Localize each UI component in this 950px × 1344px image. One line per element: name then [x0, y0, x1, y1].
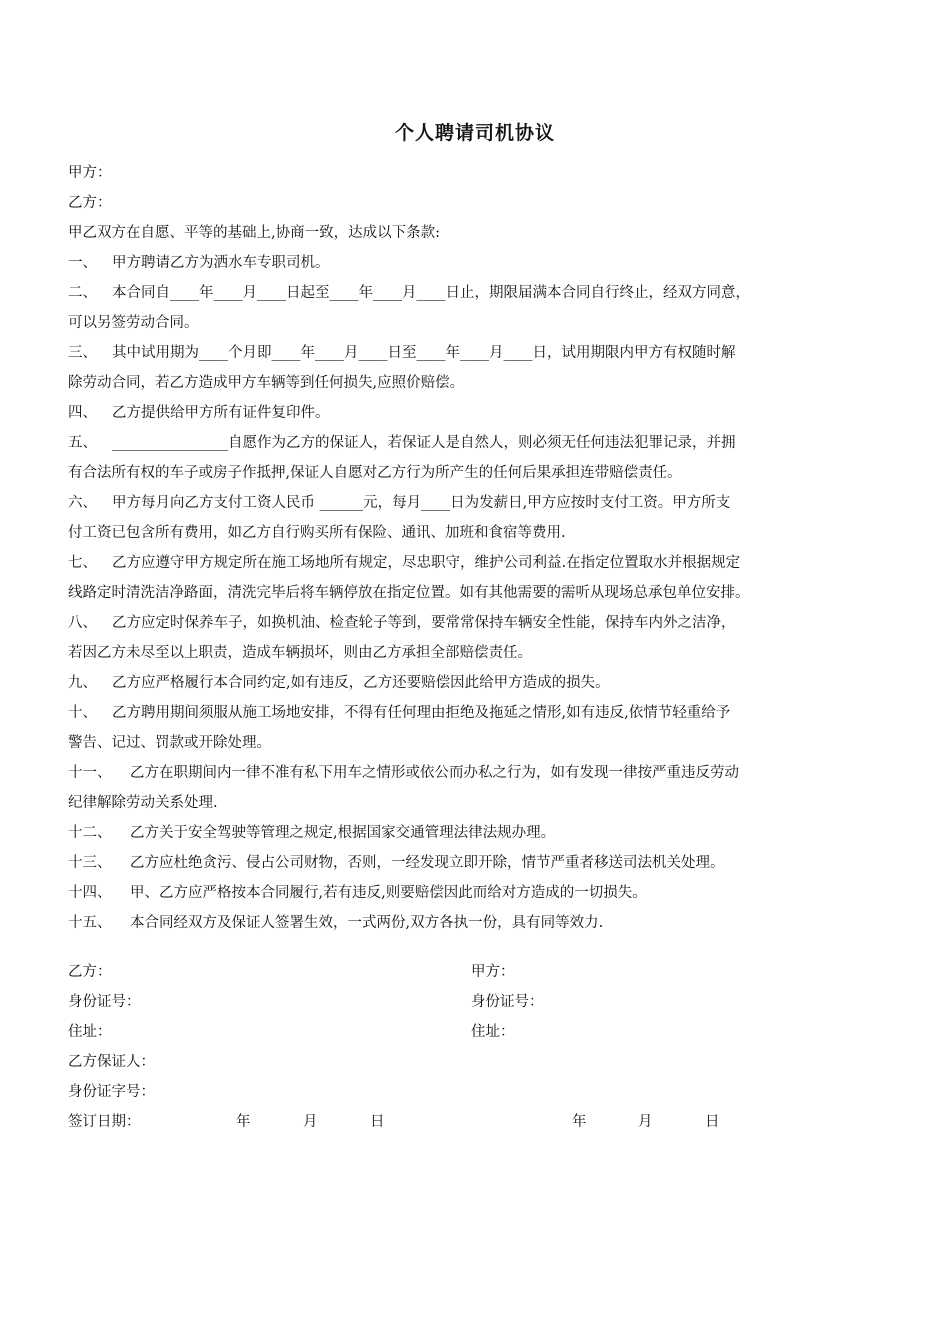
- clause-number: 二、: [68, 285, 97, 301]
- clause-text: 纪律解除劳动关系处理.: [68, 795, 218, 811]
- clause-text: 乙方应定时保养车子，如换机油、检查轮子等到，要常常保持车辆安全性能，保持车内外之洁净，: [112, 615, 736, 631]
- date-year-left: 年: [236, 1114, 251, 1130]
- party-a-address-label: 住址：: [471, 1024, 515, 1040]
- signing-date-label: 签订日期：: [68, 1114, 141, 1130]
- party-a-id-label: 身份证号：: [471, 994, 544, 1010]
- guarantor-row: [68, 1047, 883, 1077]
- clause-continuation-line: [68, 578, 883, 608]
- clause-text: 付工资已包含所有费用，如乙方自行购买所有保险、通讯、加班和食宿等费用.: [68, 525, 566, 541]
- clause-line: [68, 488, 883, 518]
- signature-id-row: [68, 987, 883, 1017]
- clause-line: [68, 878, 883, 908]
- clause-number: 十五、: [68, 915, 112, 931]
- clause-number: 一、: [68, 255, 97, 271]
- clause-line: [68, 608, 883, 638]
- guarantor-id-label: 身份证字号：: [68, 1084, 155, 1100]
- clause-line: [68, 428, 883, 458]
- clause-line: [68, 278, 883, 308]
- clause-text: 本合同经双方及保证人签署生效，一式两份,双方各执一份，具有同等效力.: [130, 915, 604, 931]
- clause-line: [68, 818, 883, 848]
- clause-number: 五、: [68, 435, 97, 451]
- clause-number: 三、: [68, 345, 97, 361]
- document-title: 个人聘请司机协议: [394, 122, 555, 144]
- guarantor-id-row: [68, 1077, 883, 1107]
- clause-line: [68, 548, 883, 578]
- clause-continuation-line: [68, 728, 883, 758]
- party-b-address-label: 住址：: [68, 1024, 112, 1040]
- clause-text: 乙方在职期间内一律不准有私下用车之情形或依公而办私之行为，如有发现一律按严重违反劳动: [130, 765, 739, 781]
- clause-text: 可以另签劳动合同。: [68, 315, 199, 331]
- date-day-left: 日: [370, 1114, 385, 1130]
- clause-text: 乙方聘用期间须服从施工场地安排，不得有任何理由拒绝及拖延之情形,如有违反,依情节轻重给予: [112, 705, 731, 721]
- signature-block: [68, 957, 883, 1137]
- clause-continuation-line: [68, 368, 883, 398]
- clause-continuation-line: [68, 788, 883, 818]
- party-b-id-label: 身份证号：: [68, 994, 141, 1010]
- date-year-right: 年: [572, 1114, 587, 1130]
- clause-number: 十三、: [68, 855, 112, 871]
- clause-text: 乙方提供给甲方所有证件复印件。: [112, 405, 330, 421]
- clause-text: 乙方关于安全驾驶等管理之规定,根据国家交通管理法律法规办理。: [130, 825, 556, 841]
- clause-text: 乙方应严格履行本合同约定,如有违反，乙方还要赔偿因此给甲方造成的损失。: [112, 675, 610, 691]
- clause-text: 甲方每月向乙方支付工资人民币 ______元，每月____日为发薪日,甲方应按时支付工资。甲方所支: [112, 495, 731, 511]
- clause-text: ________________自愿作为乙方的保证人，若保证人是自然人，则必须无任何违法犯罪记录，并拥: [112, 435, 736, 451]
- clause-number: 八、: [68, 615, 97, 631]
- clause-line: [68, 908, 883, 938]
- clause-text: 甲方聘请乙方为洒水车专职司机。: [112, 255, 330, 271]
- clause-line: [68, 398, 883, 428]
- clause-text: 乙方应遵守甲方规定所在施工场地所有规定，尽忠职守，维护公司利益.在指定位置取水并根据规定: [112, 555, 741, 571]
- clause-text: 本合同自____年____月____日起至____年____月____日止，期限届满本合同自行终止，经双方同意，: [112, 285, 750, 301]
- clause-continuation-line: [68, 308, 883, 338]
- clause-continuation-line: [68, 518, 883, 548]
- clause-line: [68, 248, 883, 278]
- clause-continuation-line: [68, 458, 883, 488]
- clause-text: 有合法所有权的车子或房子作抵押,保证人自愿对乙方行为所产生的任何后果承担连带赔偿责任。: [68, 465, 682, 481]
- clause-line: [68, 848, 883, 878]
- clause-line: [68, 668, 883, 698]
- clause-number: 十、: [68, 705, 97, 721]
- clause-continuation-line: [68, 638, 883, 668]
- date-day-right: 日: [705, 1114, 720, 1130]
- clause-number: 十四、: [68, 885, 112, 901]
- sign-party-a-label: 甲方：: [471, 964, 515, 980]
- clause-number: 四、: [68, 405, 97, 421]
- date-month-left: 月: [303, 1114, 318, 1130]
- date-month-right: 月: [638, 1114, 653, 1130]
- clause-text: 线路定时清洗洁净路面，清洗完毕后将车辆停放在指定位置。如有其他需要的需听从现场总承包单位安排。: [68, 585, 750, 601]
- clause-line: [68, 338, 883, 368]
- clause-line: [68, 758, 883, 788]
- clause-number: 十二、: [68, 825, 112, 841]
- contract-body: [68, 158, 883, 938]
- clause-number: 九、: [68, 675, 97, 691]
- clause-number: 七、: [68, 555, 97, 571]
- clause-text: 甲、乙方应严格按本合同履行,若有违反,则要赔偿因此而给对方造成的一切损失。: [130, 885, 647, 901]
- clause-line: [68, 698, 883, 728]
- clause-number: 六、: [68, 495, 97, 511]
- clause-text: 除劳动合同，若乙方造成甲方车辆等到任何损失,应照价赔偿。: [68, 375, 465, 391]
- party-b-line: 乙方：: [68, 195, 112, 211]
- clause-number: 十一、: [68, 765, 112, 781]
- clause-text: 若因乙方未尽至以上职责，造成车辆损坏，则由乙方承担全部赔偿责任。: [68, 645, 532, 661]
- signing-date-row: [68, 1107, 883, 1137]
- sign-party-b-label: 乙方：: [68, 964, 112, 980]
- clause-list: [68, 248, 883, 938]
- signature-address-row: [68, 1017, 883, 1047]
- intro-line: 甲乙双方在自愿、平等的基础上,协商一致，达成以下条款:: [68, 225, 440, 241]
- guarantor-label: 乙方保证人：: [68, 1054, 155, 1070]
- clause-text: 其中试用期为____个月即____年____月____日至____年____月____日，试用期限内甲方有权随时解: [112, 345, 736, 361]
- clause-text: 警告、记过、罚款或开除处理。: [68, 735, 271, 751]
- party-a-line: 甲方：: [68, 165, 112, 181]
- clause-text: 乙方应杜绝贪污、侵占公司财物，否则，一经发现立即开除，情节严重者移送司法机关处理。: [130, 855, 725, 871]
- signature-party-row: [68, 957, 883, 987]
